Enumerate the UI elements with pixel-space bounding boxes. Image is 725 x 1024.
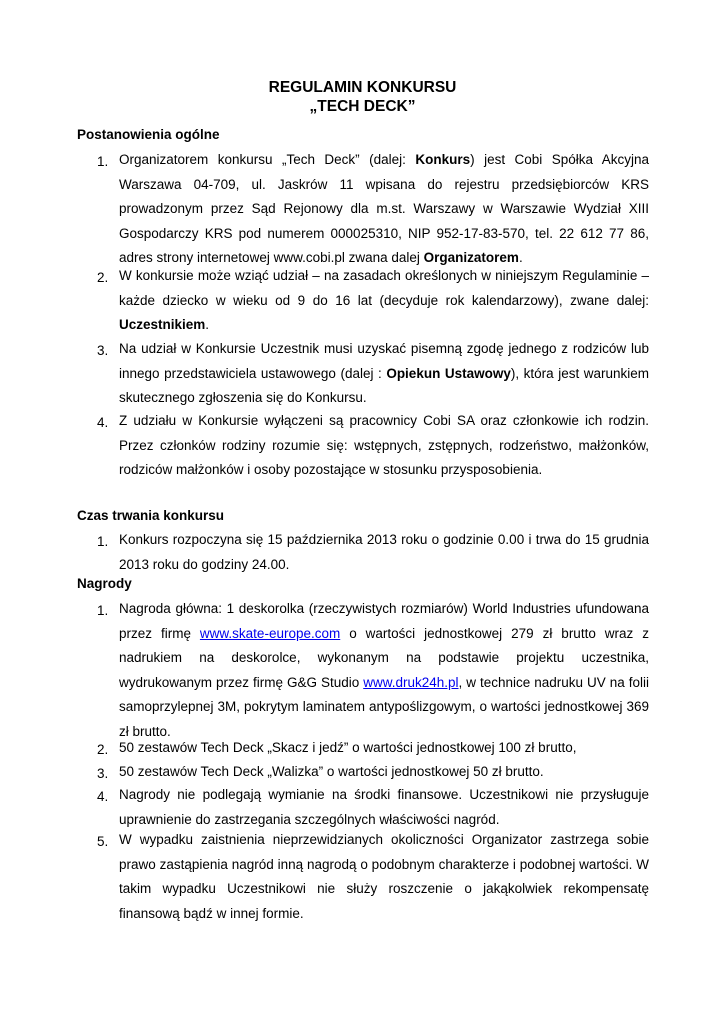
item-number: 3.: [97, 766, 109, 781]
text-run: ) jest Cobi Spółka Akcyjna Warszawa 04-709, ul. Jaskrów 11 wpisana do rejestru przedsiębiorców KRS prowadzonym przez Sąd Rejonowy dla m.st. Warszawy w Warszawie Wydział XIII Gospodarczy KRS pod numerem 000025310, NIP 952-17-83-570, tel. 22 612 77 86, adres strony internetowej www.cobi.pl zwana dalej: [119, 152, 649, 265]
document-title: REGULAMIN KONKURSU: [268, 79, 457, 96]
text-run: W wypadku zaistnienia nieprzewidzianych okoliczności Organizator zastrzega sobie prawo zastąpienia nagród inną nagrodą o podobnym charakterze i podobnej wartości. W takim wypadku Uczestnikowi nie służy roszczenie o jakąkolwiek rekompensatę finansową bądź w innej formie.: [119, 832, 649, 921]
bold-term: Konkurs: [415, 152, 471, 167]
text-run: , w technice nadruku UV na folii samoprzylepnej 3M, pokrytym laminatem antypoślizgowym, o wartości jednostkowej 369 zł brutto.: [119, 674, 649, 739]
section-heading: Postanowienia ogólne: [77, 127, 220, 142]
text-run: ), która jest warunkiem skutecznego zgłoszenia się do Konkursu.: [119, 365, 650, 405]
text-run: .: [205, 317, 210, 332]
item-number: 1.: [97, 603, 109, 618]
document-subtitle: „TECH DECK”: [309, 98, 416, 115]
text-run: Organizatorem konkursu „Tech Deck” (dalej:: [119, 152, 416, 167]
item-number: 4.: [97, 789, 109, 804]
text-run: W konkursie może wziąć udział – na zasadach określonych w niniejszym Regulaminie – każde dziecko w wieku od 9 do 16 lat (decyduje rok kalendarzowy), zwane dalej:: [119, 268, 649, 308]
text-run: Nagrody nie podlegają wymianie na środki finansowe. Uczestnikowi nie przysługuje uprawnienie do zastrzegania szczególnych właściwości nagród.: [119, 787, 649, 827]
section-heading: Nagrody: [77, 576, 132, 591]
hyperlink[interactable]: www.skate-europe.com: [199, 625, 341, 641]
text-run: Z udziału w Konkursie wyłączeni są pracownicy Cobi SA oraz członkowie ich rodzin. Przez członków rodziny rozumie się: wstępnych, zstępnych, rodzeństwo, małżonków, rodziców małżonków i osoby pozostające w stosunku przysposobienia.: [119, 413, 649, 477]
list-item-text: [119, 337, 649, 411]
item-number: 5.: [97, 834, 109, 849]
bold-term: Organizatorem: [423, 250, 519, 265]
list-item-text: [119, 760, 649, 785]
item-number: 4.: [97, 415, 109, 430]
bold-term: Opiekun Ustawowy: [386, 365, 511, 381]
text-run: 50 zestawów Tech Deck „Skacz i jedź” o wartości jednostkowej 100 zł brutto,: [119, 740, 577, 755]
list-item-text: [119, 783, 649, 832]
text-run: Na udział w Konkursie Uczestnik musi uzyskać pisemną zgodę jednego z rodziców lub innego przedstawiciela ustawowego (dalej :: [119, 341, 649, 381]
hyperlink[interactable]: www.druk24h.pl: [363, 674, 459, 690]
item-number: 2.: [97, 742, 109, 757]
list-item-text: [119, 409, 649, 483]
item-number: 2.: [97, 270, 109, 285]
list-item-text: [119, 528, 649, 577]
text-run: 50 zestawów Tech Deck „Walizka” o wartości jednostkowej 50 zł brutto.: [119, 764, 544, 779]
text-run: o wartości jednostkowej 279 zł brutto wraz z nadrukiem na deskorolce, wykonanym na podstawie projektu uczestnika, wydrukowanym przez firmę G&G Studio: [119, 625, 649, 690]
section-heading: Czas trwania konkursu: [77, 508, 225, 523]
item-number: 3.: [97, 343, 109, 358]
bold-term: Uczestnikiem: [119, 317, 206, 332]
list-item-text: [119, 264, 649, 338]
text-run: Konkurs rozpoczyna się 15 października 2013 roku o godzinie 0.00 i trwa do 15 grudnia 2013 roku do godziny 24.00.: [119, 532, 649, 572]
item-number: 1.: [97, 534, 109, 549]
list-item-text: [119, 736, 649, 761]
text-run: Nagroda główna: 1 deskorolka (rzeczywistych rozmiarów) World Industries ufundowana przez firmę: [119, 601, 649, 641]
list-item-text: [119, 597, 649, 744]
item-number: 1.: [97, 154, 109, 169]
list-item-text: [119, 148, 649, 271]
text-run: .: [518, 250, 523, 265]
list-item-text: [119, 828, 649, 926]
